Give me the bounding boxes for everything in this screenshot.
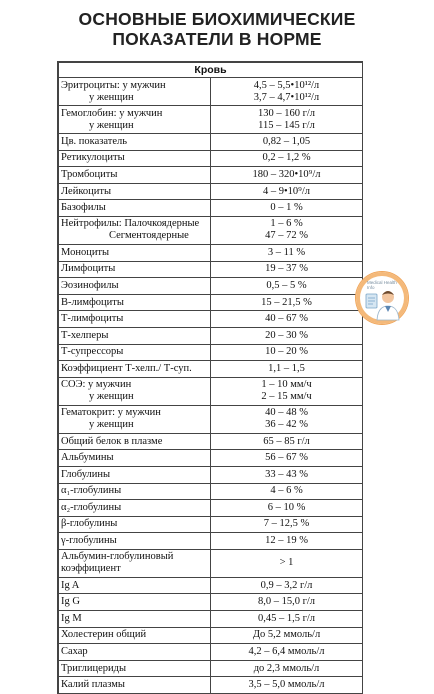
parameter-name	[59, 327, 211, 344]
parameter-name	[59, 677, 211, 694]
parameter-name	[59, 405, 211, 433]
table-row	[59, 433, 363, 450]
table-row	[59, 644, 363, 661]
parameter-name	[59, 433, 211, 450]
parameter-value-line: 19 – 37 %	[265, 263, 308, 275]
parameter-value	[211, 361, 363, 378]
table-row	[59, 311, 363, 328]
parameter-name-line: Общий белок в плазме	[61, 435, 163, 447]
parameter-name	[59, 216, 211, 244]
parameter-value	[211, 466, 363, 483]
parameter-name	[59, 167, 211, 184]
parameter-name-line: Сахар	[61, 646, 88, 658]
parameter-value	[211, 216, 363, 244]
parameter-value	[211, 261, 363, 278]
table-row	[59, 533, 363, 550]
parameter-value-line: 0 – 1 %	[270, 202, 303, 214]
parameter-name	[59, 294, 211, 311]
parameter-value	[211, 200, 363, 217]
parameter-name	[59, 549, 211, 577]
parameter-value	[211, 644, 363, 661]
parameter-value-line: 40 – 67 %	[265, 313, 308, 325]
table-row	[59, 344, 363, 361]
parameter-value-line: до 2,3 ммоль/л	[253, 662, 320, 674]
norms-table	[58, 62, 363, 694]
parameter-name-line: Ig A	[61, 579, 80, 591]
parameter-name-line: Ретикулоциты	[61, 152, 125, 164]
parameter-value	[211, 344, 363, 361]
watermark-text: Medical Health Info	[367, 280, 397, 290]
parameter-value	[211, 483, 363, 500]
table-row	[59, 627, 363, 644]
parameter-value-line: 8,0 – 15,0 г/л	[257, 596, 316, 608]
parameter-name-line: α₁-глобулины	[61, 485, 122, 497]
parameter-value-line: > 1	[279, 557, 294, 569]
parameter-name-line: γ-глобулины	[61, 535, 117, 547]
parameter-name-line: Холестерин общий	[61, 629, 147, 641]
parameter-name	[59, 78, 211, 106]
parameter-name-line: у женщин	[89, 391, 134, 403]
table-row	[59, 500, 363, 517]
table-row	[59, 611, 363, 628]
parameter-value	[211, 106, 363, 134]
table-row	[59, 261, 363, 278]
table-row	[59, 216, 363, 244]
parameter-value	[211, 533, 363, 550]
parameter-name-line: α₂-глобулины	[61, 501, 122, 513]
table-row	[59, 294, 363, 311]
parameter-value	[211, 183, 363, 200]
parameter-name	[59, 627, 211, 644]
parameter-value-line: 4,2 – 6,4 ммоль/л	[248, 646, 325, 658]
parameter-value-line: 180 – 320•10⁹/л	[252, 168, 321, 180]
parameter-name-line: Ig M	[61, 612, 82, 624]
parameter-value-line: 33 – 43 %	[265, 468, 308, 480]
parameter-name	[59, 278, 211, 295]
parameter-name	[59, 200, 211, 217]
parameter-name	[59, 594, 211, 611]
table-row	[59, 466, 363, 483]
parameter-value	[211, 405, 363, 433]
section-header: Кровь	[59, 63, 363, 78]
parameter-value-line: 0,9 – 3,2 г/л	[260, 579, 313, 591]
parameter-value-line: 15 – 21,5 %	[261, 296, 312, 308]
parameter-name	[59, 311, 211, 328]
parameter-value-line: 3,5 – 5,0 ммоль/л	[248, 679, 325, 691]
parameter-value	[211, 677, 363, 694]
parameter-name	[59, 244, 211, 261]
parameter-value	[211, 167, 363, 184]
table-row	[59, 327, 363, 344]
parameter-value-line: 20 – 30 %	[265, 329, 308, 341]
parameter-name	[59, 516, 211, 533]
parameter-name-line: Тромбоциты	[61, 168, 118, 180]
parameter-value	[211, 660, 363, 677]
table-row	[59, 167, 363, 184]
parameter-value	[211, 278, 363, 295]
parameter-name	[59, 106, 211, 134]
parameter-name-line: Лимфоциты	[61, 263, 116, 275]
parameter-name	[59, 134, 211, 151]
table-row	[59, 150, 363, 167]
parameter-name-line: Моноциты	[61, 246, 110, 258]
table-row	[59, 377, 363, 405]
parameter-value	[211, 377, 363, 405]
table-row	[59, 244, 363, 261]
document-title	[0, 9, 434, 49]
parameter-value-line: 4 – 6 %	[270, 485, 303, 497]
table-row	[59, 516, 363, 533]
parameter-value-line: 3 – 11 %	[267, 246, 306, 258]
parameter-value	[211, 294, 363, 311]
parameter-name-line: Гематокрит: у мужчин	[61, 407, 161, 419]
title-line-2: ПОКАЗАТЕЛИ В НОРМЕ	[112, 29, 322, 49]
norms-table-container	[57, 61, 363, 694]
table-row	[59, 677, 363, 694]
parameter-value	[211, 134, 363, 151]
parameter-name	[59, 483, 211, 500]
parameter-value-line: 115 – 145 г/л	[258, 119, 315, 131]
parameter-name-line: Базофилы	[61, 202, 106, 214]
parameter-name-line: Сегментоядерные	[109, 230, 189, 242]
parameter-value	[211, 450, 363, 467]
parameter-value-line: 3,7 – 4,7•10¹²/л	[253, 91, 320, 103]
parameter-value-line: 0,45 – 1,5 г/л	[257, 612, 316, 624]
parameter-value	[211, 327, 363, 344]
table-row	[59, 134, 363, 151]
table-row	[59, 483, 363, 500]
parameter-name	[59, 450, 211, 467]
table-row	[59, 405, 363, 433]
parameter-value	[211, 433, 363, 450]
section-header-row	[59, 63, 363, 78]
parameter-value	[211, 594, 363, 611]
parameter-value-line: 0,2 – 1,2 %	[262, 152, 311, 164]
parameter-value-line: 40 – 48 %	[265, 407, 308, 419]
parameter-value	[211, 627, 363, 644]
parameter-value	[211, 549, 363, 577]
parameter-value	[211, 311, 363, 328]
doctor-icon	[360, 284, 404, 322]
parameter-name-line: у женщин	[89, 419, 134, 431]
parameter-name	[59, 611, 211, 628]
parameter-value	[211, 516, 363, 533]
parameter-name-line: у женщин	[89, 91, 134, 103]
parameter-name	[59, 577, 211, 594]
parameter-value	[211, 150, 363, 167]
parameter-value-line: 0,5 – 5 %	[266, 279, 307, 291]
table-row	[59, 549, 363, 577]
parameter-value-line: 1,1 – 1,5	[268, 362, 305, 374]
parameter-value-line: До 5,2 ммоль/л	[252, 629, 321, 641]
parameter-name-line: В-лимфоциты	[61, 296, 124, 308]
parameter-name-line: коэффициент	[61, 563, 121, 575]
table-row	[59, 106, 363, 134]
parameter-value-line: 65 – 85 г/л	[263, 435, 310, 447]
parameter-value	[211, 244, 363, 261]
table-row	[59, 183, 363, 200]
table-row	[59, 78, 363, 106]
parameter-value	[211, 611, 363, 628]
parameter-name-line: Эритроциты: у мужчин	[61, 79, 166, 91]
parameter-value-line: 7 – 12,5 %	[263, 518, 310, 530]
parameter-name	[59, 644, 211, 661]
parameter-value	[211, 577, 363, 594]
parameter-name-line: Т-лимфоциты	[61, 313, 124, 325]
table-row	[59, 361, 363, 378]
table-row	[59, 200, 363, 217]
parameter-name-line: Лейкоциты	[61, 185, 112, 197]
table-row	[59, 660, 363, 677]
parameter-value-line: 36 – 42 %	[265, 419, 308, 431]
table-row	[59, 450, 363, 467]
parameter-name-line: Нейтрофилы: Палочкоядерные	[61, 218, 200, 230]
parameter-name	[59, 150, 211, 167]
parameter-value	[211, 500, 363, 517]
parameter-name-line: Альбумины	[61, 452, 114, 464]
parameter-name	[59, 377, 211, 405]
parameter-name	[59, 261, 211, 278]
parameter-value-line: 1 – 10 мм/ч	[261, 379, 312, 391]
parameter-value-line: 6 – 10 %	[267, 501, 306, 513]
parameter-name	[59, 183, 211, 200]
parameter-value-line: 0,82 – 1,05	[262, 135, 311, 147]
parameter-name	[59, 500, 211, 517]
parameter-name	[59, 344, 211, 361]
table-row	[59, 278, 363, 295]
parameter-value-line: 12 – 19 %	[265, 535, 308, 547]
parameter-name-line: β-глобулины	[61, 518, 118, 530]
parameter-value-line: 4 – 9•10⁹/л	[263, 185, 310, 197]
parameter-value-line: 10 – 20 %	[265, 346, 308, 358]
parameter-name-line: Гемоглобин: у мужчин	[61, 107, 163, 119]
parameter-value-line: 1 – 6 %	[270, 218, 303, 230]
parameter-name-line: Триглицериды	[61, 662, 127, 674]
parameter-value-line: 47 – 72 %	[265, 230, 308, 242]
table-row	[59, 577, 363, 594]
parameter-name-line: Калий плазмы	[61, 679, 125, 691]
parameter-value	[211, 78, 363, 106]
parameter-value-line: 2 – 15 мм/ч	[261, 391, 312, 403]
parameter-name-line: СОЭ: у мужчин	[61, 379, 132, 391]
table-row	[59, 594, 363, 611]
parameter-name	[59, 466, 211, 483]
parameter-name-line: Эозинофилы	[61, 279, 119, 291]
parameter-value-line: 56 – 67 %	[265, 452, 308, 464]
parameter-name-line: Альбумин-глобулиновый	[61, 551, 174, 563]
parameter-name-line: Коэффициент Т-хелп./ Т-суп.	[61, 362, 192, 374]
title-line-1: ОСНОВНЫЕ БИОХИМИЧЕСКИЕ	[78, 9, 356, 29]
parameter-name-line: Цв. показатель	[61, 135, 128, 147]
parameter-name-line: Ig G	[61, 596, 80, 608]
parameter-name-line: Глобулины	[61, 468, 111, 480]
watermark-badge	[356, 272, 408, 324]
parameter-name	[59, 361, 211, 378]
parameter-value-line: 4,5 – 5,5•10¹²/л	[253, 79, 320, 91]
parameter-name-line: Т-супрессоры	[61, 346, 124, 358]
parameter-name	[59, 533, 211, 550]
parameter-name	[59, 660, 211, 677]
parameter-value-line: 130 – 160 г/л	[257, 107, 316, 119]
parameter-name-line: Т-хелперы	[61, 329, 109, 341]
parameter-name-line: у женщин	[89, 119, 134, 131]
